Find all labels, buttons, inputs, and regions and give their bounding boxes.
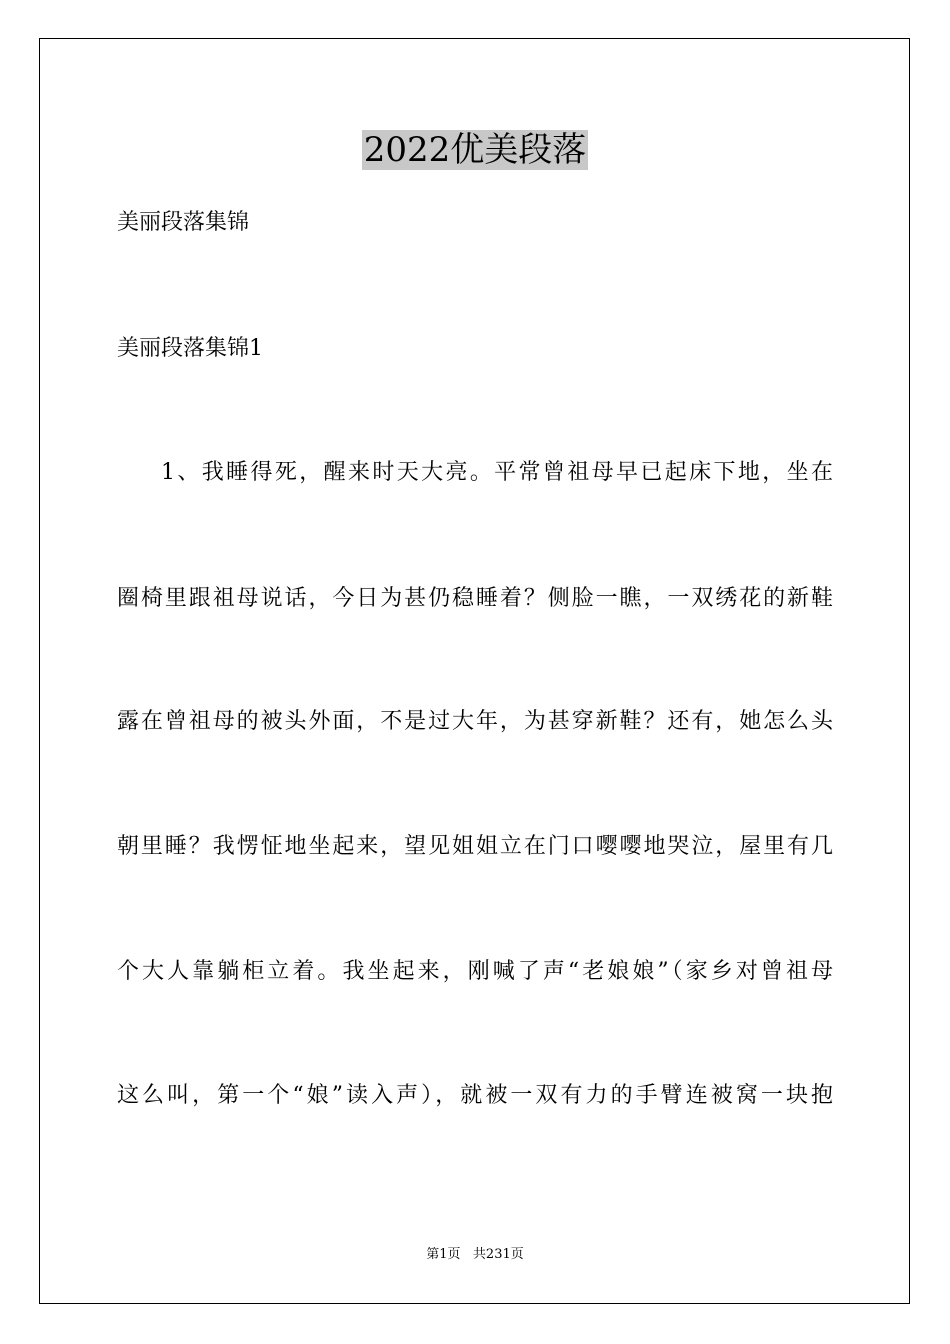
- paragraph-line: 朝里睡？我愣怔地坐起来，望见姐姐立在门口嘤嘤地哭泣，屋里有几: [117, 834, 833, 859]
- paragraph-line: 1、我睡得死，醒来时天大亮。平常曾祖母早已起床下地，坐在: [161, 460, 833, 485]
- section-heading: 美丽段落集锦: [117, 210, 250, 235]
- paragraph-line: 这么叫，第一个“娘”读入声），就被一双有力的手臂连被窝一块抱: [117, 1083, 833, 1108]
- document-title-text: 2022优美段落: [363, 130, 587, 170]
- document-title: [0, 128, 950, 172]
- paragraph-line: 个大人靠躺柜立着。我坐起来，刚喊了声“老娘娘”（家乡对曾祖母: [117, 959, 833, 984]
- subsection-heading: 美丽段落集锦1: [117, 336, 263, 361]
- paragraph-line: 露在曾祖母的被头外面，不是过大年，为甚穿新鞋？还有，她怎么头: [117, 709, 833, 734]
- page-footer: 第1页 共231页: [426, 1247, 524, 1262]
- paragraph-line: 圈椅里跟祖母说话，今日为甚仍稳睡着？侧脸一瞧，一双绣花的新鞋: [117, 586, 833, 611]
